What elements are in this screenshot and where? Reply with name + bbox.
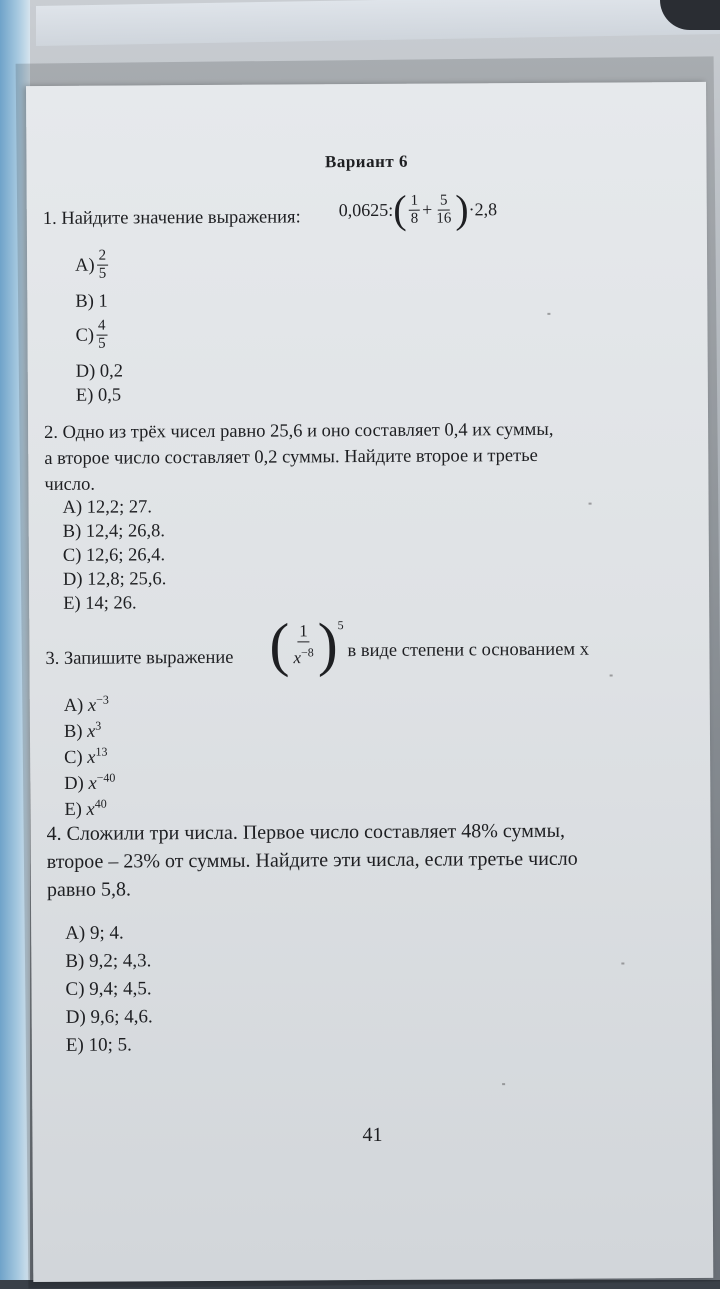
paren-open: ( <box>269 611 290 678</box>
option-exponent: 3 <box>95 718 102 733</box>
question-1-expression <box>338 186 498 232</box>
question-1 <box>43 204 301 232</box>
option-label: D) <box>64 773 84 795</box>
option-exponent: 40 <box>94 796 107 811</box>
q4-option-b: B) 9,2; 4,3. <box>65 950 152 972</box>
denominator <box>291 642 315 668</box>
question-4-line-1: 4. Сложили три числа. Первое число составляет 48% суммы, <box>46 819 566 845</box>
option-base: x <box>88 773 97 794</box>
numerator: 4 <box>96 318 108 336</box>
q1-option-e: E) 0,5 <box>75 385 122 406</box>
question-3-expression <box>269 611 344 678</box>
fraction-4-5 <box>96 318 108 353</box>
option-exponent: 13 <box>95 744 108 759</box>
denominator: 16 <box>436 209 452 227</box>
q1-option-b: B) 1 <box>75 291 108 312</box>
option-label: C) <box>64 747 83 769</box>
fraction-1-8 <box>409 192 421 227</box>
question-2-line-3: число. <box>44 474 96 495</box>
outer-exponent: 5 <box>337 618 344 633</box>
option-label: E) <box>64 799 82 821</box>
q1-option-d: D) 0,2 <box>75 361 124 382</box>
option-label: C) <box>75 325 95 346</box>
q2-option-e: E) 14; 26. <box>63 593 137 614</box>
numerator: 1 <box>409 192 421 210</box>
denominator: 5 <box>98 335 106 352</box>
paper-speck <box>502 1083 505 1085</box>
paren-close: ) <box>455 186 469 232</box>
question-1-text: 1. Найдите значение выражения: <box>42 207 301 229</box>
fraction-5-16 <box>434 192 453 227</box>
q1-option-c <box>75 318 109 353</box>
option-base: x <box>86 799 95 820</box>
question-2 <box>44 417 554 498</box>
expr-prefix: 0,0625: <box>338 199 394 220</box>
paper-speck <box>621 962 624 964</box>
plus-sign: + <box>422 199 433 220</box>
q3-option-e <box>64 792 106 822</box>
numerator: 5 <box>438 192 450 210</box>
option-exponent: −3 <box>96 692 109 707</box>
option-base: x <box>87 747 96 768</box>
denominator-exponent: −8 <box>300 645 314 660</box>
paren-open: ( <box>393 186 407 232</box>
option-label: B) <box>63 721 83 743</box>
option-label: A) <box>75 255 95 276</box>
question-4-line-2: второе – 23% от суммы. Найдите эти числа, если третье число <box>46 847 578 873</box>
option-exponent: −40 <box>96 770 116 785</box>
expr-suffix: ·2,8 <box>468 198 498 219</box>
q1-option-a <box>75 248 110 283</box>
paren-close: ) <box>317 611 338 678</box>
fraction-2-5 <box>97 248 109 283</box>
book-page <box>26 82 713 1282</box>
q2-option-c: C) 12,6; 26,4. <box>62 545 166 566</box>
question-4-line-3: равно 5,8. <box>46 878 132 901</box>
question-3-text-after: в виде степени с основанием x <box>347 639 590 662</box>
question-2-line-2: а второе число составляет 0,2 суммы. Найдите второе и третье <box>44 445 538 469</box>
denominator: 5 <box>98 265 107 282</box>
q2-option-d: D) 12,8; 25,6. <box>62 569 167 590</box>
variant-title: Вариант 6 <box>324 151 409 172</box>
numerator: 2 <box>97 248 109 266</box>
denominator-base: x <box>293 647 302 667</box>
q2-option-b: B) 12,4; 26,8. <box>62 521 166 542</box>
option-base: x <box>87 721 96 742</box>
q2-option-a: A) 12,2; 27. <box>62 497 153 518</box>
option-base: x <box>87 695 97 716</box>
denominator: 8 <box>410 210 419 227</box>
numerator: 1 <box>297 621 310 642</box>
question-2-line-1: 2. Одно из трёх чисел равно 25,6 и оно составляет 0,4 их суммы, <box>44 419 554 443</box>
q4-option-d: D) 9,6; 4,6. <box>65 1006 153 1028</box>
q4-option-e: E) 10; 5. <box>65 1034 132 1056</box>
paper-speck <box>589 503 592 505</box>
fraction-1-over-x-neg8 <box>291 621 316 668</box>
q4-option-a: A) 9; 4. <box>65 922 124 944</box>
question-4 <box>46 817 577 904</box>
q4-option-c: C) 9,4; 4,5. <box>65 978 152 1000</box>
page-number: 41 <box>362 1123 383 1147</box>
question-3-text-before: 3. Запишите выражение <box>45 647 234 669</box>
paper-speck <box>610 675 613 677</box>
option-label: A) <box>63 695 84 717</box>
paper-speck <box>547 313 550 315</box>
